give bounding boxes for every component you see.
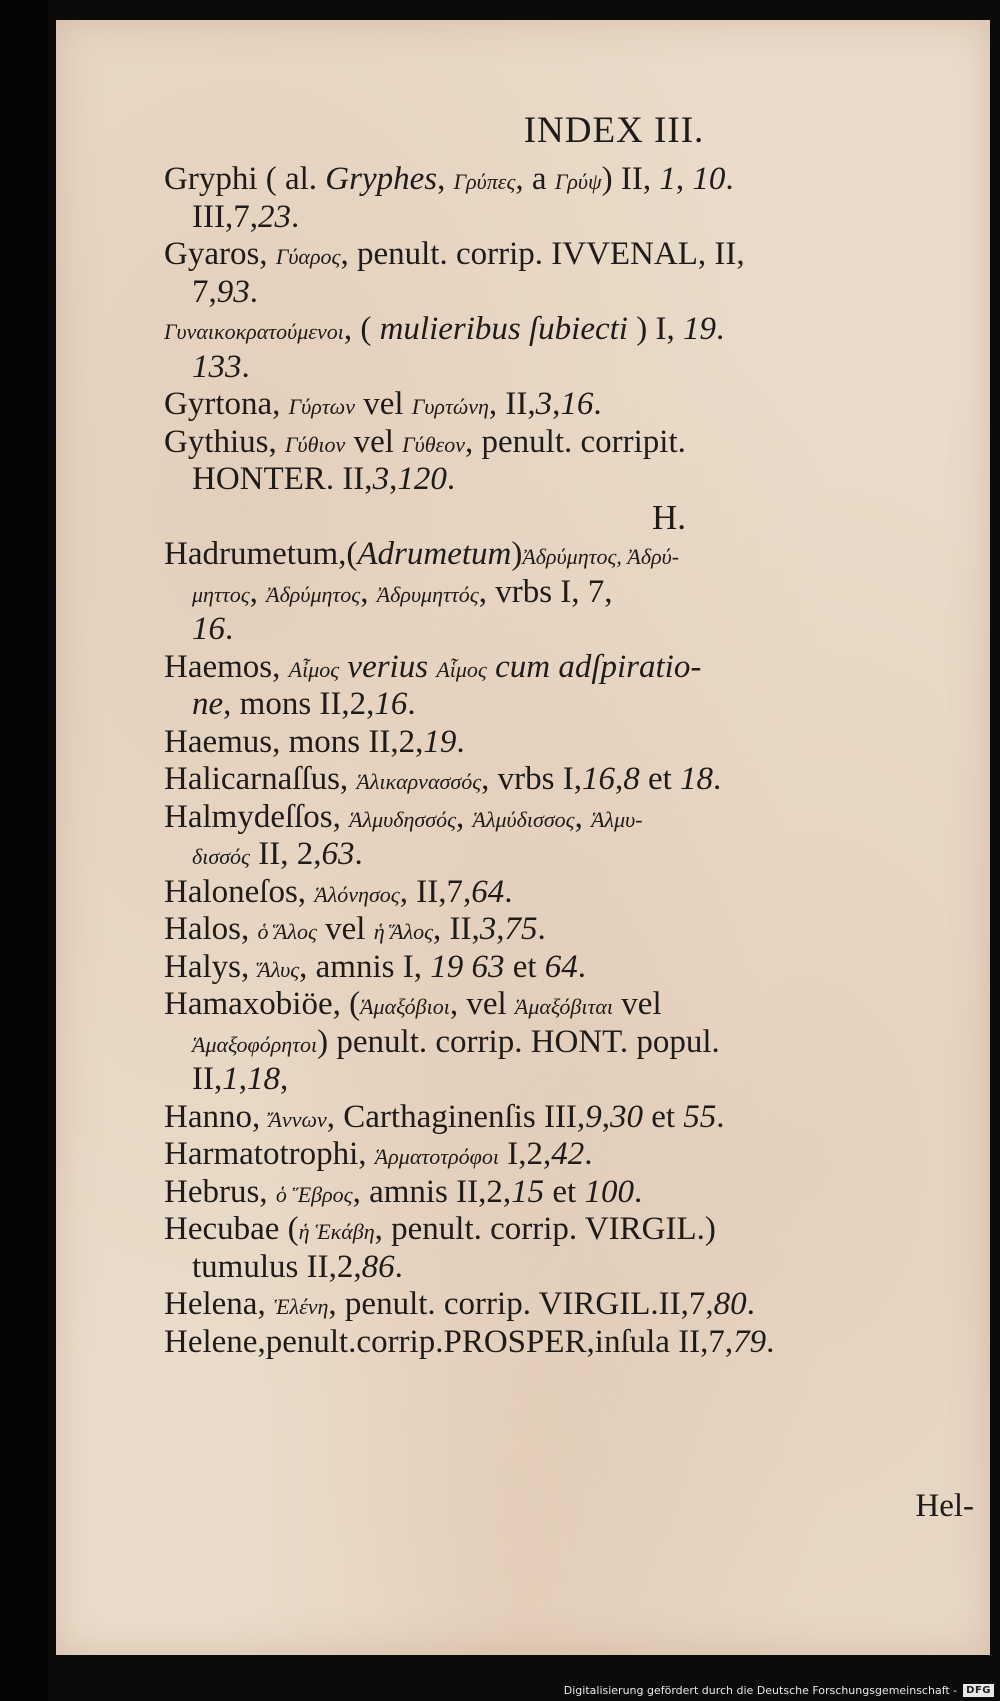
greek-text: Ἁλμυδησσός	[349, 806, 457, 832]
page-header: INDEX III.	[523, 110, 705, 151]
entry-text: Halicarnaſſus,	[164, 761, 357, 797]
entry-text: Gyaros,	[164, 236, 276, 272]
entry-text: , (	[343, 311, 380, 347]
entry-continuation	[164, 1024, 974, 1062]
greek-text: Γυναικοκρατούμενοι	[164, 319, 344, 344]
italic-text: 80	[713, 1286, 747, 1322]
greek-text: Ἀδρυμηττός	[376, 581, 479, 607]
italic-text: 1	[222, 1061, 239, 1097]
entry-text: Hamaxobiöe, (	[164, 986, 361, 1022]
italic-text: 100	[584, 1173, 634, 1210]
entry-text: ,	[437, 161, 454, 197]
entry-text: , vrbs I, 7,	[478, 573, 613, 610]
entry-headline	[164, 986, 974, 1024]
index-entry	[164, 386, 974, 424]
entry-headline	[164, 1136, 974, 1174]
entry-text: , Carthaginenſis III,	[326, 1098, 586, 1135]
index-entry	[164, 724, 974, 762]
greek-text: ἡ Ἅλος	[373, 919, 434, 944]
dfg-logo: DFG	[963, 1684, 994, 1697]
index-entry	[164, 1286, 974, 1324]
italic-text: 30	[609, 1098, 643, 1135]
entry-continuation	[164, 611, 974, 649]
entry-text: ,	[601, 1098, 610, 1135]
entry-continuation	[164, 274, 974, 312]
entry-text: )	[511, 536, 523, 572]
entry-text: , mons II,2,	[223, 686, 375, 722]
entry-text: Gryphi ( al.	[164, 161, 326, 197]
entry-text: , II,7,	[399, 873, 472, 910]
greek-text: ἡ Ἑκάβη	[298, 1219, 375, 1244]
index-entry	[164, 649, 974, 724]
entry-text: .	[225, 611, 234, 647]
italic-text: Gryphes	[325, 161, 438, 197]
entry-text: Hebrus,	[164, 1173, 276, 1210]
greek-text: Ἀδρύμητος, Ἀδρύ-	[522, 544, 680, 569]
entry-text: .	[725, 161, 734, 197]
entry-text: ,	[238, 1061, 247, 1097]
entry-text: ,	[614, 761, 624, 797]
entry-continuation	[164, 349, 974, 387]
entry-text: .	[504, 873, 513, 910]
entry-headline	[164, 1174, 974, 1212]
italic-text: mulieribus ſubiecti	[379, 311, 628, 347]
index-entry	[164, 536, 974, 649]
entry-continuation	[164, 1061, 974, 1099]
greek-text: ὁ Ἅλος	[257, 919, 317, 944]
greek-text: Αἷμος	[436, 656, 487, 682]
entry-headline	[164, 161, 974, 199]
entry-text: ,	[249, 573, 267, 610]
entry-text: ,	[389, 461, 398, 497]
italic-text: 64	[471, 873, 505, 910]
entry-text	[487, 649, 495, 685]
greek-text: Ἁμαξοφόρητοι	[192, 1031, 318, 1057]
entry-headline	[164, 761, 974, 799]
italic-text: 16	[560, 386, 594, 422]
entry-continuation	[164, 574, 974, 612]
entry-headline	[164, 536, 974, 574]
greek-text: Γύθιον	[285, 431, 346, 457]
entry-text: Gyrtona,	[164, 386, 289, 422]
page-text-block	[164, 110, 974, 1524]
index-entry	[164, 1136, 974, 1174]
italic-text: 18	[246, 1061, 280, 1097]
entry-text: ) II,	[601, 161, 660, 197]
entry-text: Gythius,	[164, 423, 286, 460]
entry-text: .	[394, 1248, 403, 1285]
index-entry	[164, 311, 974, 386]
greek-text: Ἀδρύμητος	[266, 581, 361, 607]
entry-text: I,2,	[498, 1136, 552, 1172]
scan-left-border	[0, 0, 48, 1701]
italic-text: 23	[257, 198, 291, 235]
index-entry	[164, 1211, 974, 1286]
entry-text: .	[456, 723, 465, 760]
entry-text: vel	[354, 386, 412, 422]
index-entry	[164, 1099, 974, 1137]
italic-text: 1	[659, 161, 676, 197]
entry-continuation	[164, 1249, 974, 1287]
entry-text: et	[642, 1098, 684, 1135]
index-entries-g	[164, 161, 974, 499]
entry-headline	[164, 799, 974, 837]
italic-text: 64	[544, 948, 578, 985]
entry-headline	[164, 724, 974, 762]
greek-text: Γύαρος	[275, 244, 341, 269]
entry-continuation	[164, 461, 974, 499]
entry-text: Halos,	[164, 911, 258, 947]
entry-text: .	[290, 198, 300, 235]
italic-text: 9	[585, 1098, 602, 1135]
italic-text: 3	[372, 461, 390, 497]
greek-text: Ἁλμύδισσος	[472, 806, 575, 832]
entry-text: ,	[552, 386, 561, 422]
italic-text: 15	[511, 1173, 545, 1210]
italic-text: 19	[430, 948, 464, 985]
entry-continuation	[164, 199, 974, 237]
italic-text: 133	[192, 348, 242, 385]
entry-headline	[164, 236, 974, 274]
italic-text: verius	[347, 648, 429, 685]
entry-headline	[164, 1099, 974, 1137]
digitization-footer	[564, 1684, 994, 1697]
entry-text: vel	[613, 986, 662, 1022]
entry-text: II,	[192, 1061, 223, 1097]
entry-text: .	[577, 948, 587, 985]
italic-text: ne	[192, 686, 224, 722]
entry-text: , penult. corrip. VIRGIL.II,7,	[328, 1286, 714, 1322]
index-entry	[164, 911, 974, 949]
entry-continuation	[164, 836, 974, 874]
book-page	[56, 20, 990, 1655]
index-entry	[164, 986, 974, 1099]
entry-text: ) I,	[627, 311, 683, 347]
index-entry	[164, 1324, 974, 1362]
entry-text: , penult. corrip. VIRGIL.)	[374, 1211, 716, 1247]
entry-headline	[164, 1211, 974, 1249]
entry-text: .	[746, 1286, 755, 1322]
italic-text: 10	[692, 161, 726, 197]
italic-text: 19	[682, 311, 716, 347]
greek-text: Αἶμος	[288, 656, 340, 682]
italic-text: 120	[397, 461, 447, 497]
italic-text: cum adſpiratio-	[495, 648, 702, 685]
entry-text: Hecubae (	[164, 1211, 299, 1247]
entry-headline	[164, 386, 974, 424]
entry-text: ,	[279, 1061, 289, 1097]
entry-text: ) penult. corrip. HONT. popul.	[317, 1023, 720, 1060]
italic-text: 42	[551, 1136, 585, 1172]
index-entry	[164, 761, 974, 799]
entry-text: vel	[345, 423, 403, 460]
entry-text: ,	[360, 573, 377, 610]
entry-text: , amnis II,2,	[352, 1173, 512, 1210]
section-heading: H.	[651, 497, 687, 537]
greek-text: Ἁλικαρνασσός	[356, 769, 482, 794]
entry-text: Haemos,	[164, 648, 289, 685]
entry-headline	[164, 311, 974, 349]
index-entries-h	[164, 536, 974, 1361]
greek-text: Ἁρματοτρόφοι	[374, 1144, 499, 1169]
entry-text: et	[639, 761, 681, 797]
entry-text: .	[249, 273, 258, 310]
entry-text: , amnis I,	[299, 948, 431, 985]
entry-text: .	[407, 686, 416, 722]
entry-text: , a	[515, 161, 555, 197]
greek-text: Ἁλμυ-	[591, 806, 643, 832]
greek-text: Γρύψ	[554, 169, 602, 194]
italic-text: 8	[623, 761, 640, 797]
italic-text: 93	[216, 273, 250, 310]
index-entry	[164, 236, 974, 311]
entry-text: et	[544, 1173, 585, 1210]
entry-text: Haemus, mons II,2,	[164, 723, 424, 760]
entry-headline	[164, 649, 974, 687]
italic-text: 16	[374, 686, 408, 722]
entry-text: Helena,	[164, 1286, 274, 1322]
entry-text: .	[593, 386, 602, 422]
entry-text: .	[354, 836, 363, 872]
catchword: Hel-	[915, 1488, 974, 1524]
greek-text: Γύθεον	[402, 431, 465, 457]
italic-text: 75	[504, 911, 538, 947]
entry-headline	[164, 1324, 974, 1362]
entry-text: II, 2,	[249, 836, 322, 872]
greek-text: Ἁλόνησος	[314, 881, 400, 907]
greek-text: Ἄννων	[268, 1106, 327, 1132]
entry-text: .	[713, 761, 722, 797]
entry-text: .	[446, 461, 456, 497]
greek-text: Ἑλένη	[273, 1294, 329, 1319]
greek-text: Ἁμαξόβιται	[514, 994, 614, 1019]
entry-text: ,	[574, 798, 592, 835]
entry-text: 7,	[192, 273, 217, 310]
italic-text: 79	[733, 1323, 767, 1360]
entry-text: Hanno,	[164, 1098, 269, 1135]
italic-text: 63	[321, 836, 355, 872]
entry-text: .	[715, 311, 725, 347]
index-entry	[164, 1174, 974, 1212]
entry-headline	[164, 911, 974, 949]
entry-text: Harmatotrophi,	[164, 1136, 375, 1172]
entry-text: HONTER. II,	[192, 461, 373, 497]
italic-text: 16	[581, 761, 615, 797]
entry-text: Halys,	[164, 948, 258, 985]
italic-text: 18	[680, 761, 714, 797]
entry-text: et	[504, 948, 545, 985]
entry-text: ,	[496, 911, 505, 947]
entry-text: Halmydeſſos,	[164, 798, 350, 835]
entry-text: ,	[456, 798, 473, 835]
index-entry	[164, 424, 974, 499]
entry-text: .	[633, 1173, 643, 1210]
entry-text: vel	[316, 911, 374, 947]
entry-text: , II,	[433, 911, 480, 947]
entry-text: tumulus II,2,	[192, 1248, 362, 1285]
entry-text: , vel	[449, 986, 515, 1022]
entry-text: III,7,	[192, 198, 258, 235]
entry-text: , II,	[488, 386, 536, 422]
footer-text: Digitalisierung gefördert durch die Deutsche Forschungsgemeinschaft -	[563, 1684, 958, 1697]
entry-text: , penult. corrip. IVVENAL, II,	[340, 236, 745, 272]
italic-text: 3	[479, 911, 497, 947]
entry-text: .	[716, 1098, 725, 1135]
entry-headline	[164, 949, 974, 987]
italic-text: Adrumetum	[357, 536, 512, 572]
italic-text: 86	[361, 1248, 395, 1285]
entry-text: , vrbs I,	[481, 761, 582, 797]
greek-text: ὁ Ἕβρος	[275, 1181, 353, 1207]
italic-text: 16	[192, 611, 225, 647]
italic-text: 55	[683, 1098, 717, 1135]
index-entry	[164, 161, 974, 236]
entry-text: .	[766, 1323, 775, 1360]
entry-headline	[164, 874, 974, 912]
entry-text: ,	[675, 161, 693, 197]
greek-text: μηττος	[192, 581, 250, 607]
greek-text: Γρύπες	[453, 169, 516, 194]
index-entry	[164, 874, 974, 912]
entry-text: .	[584, 1136, 593, 1172]
entry-headline	[164, 1286, 974, 1324]
italic-text: 3	[535, 386, 553, 422]
index-entry	[164, 799, 974, 874]
greek-text: Ἅλυς	[257, 956, 300, 982]
greek-text: Ἁμαξόβιοι	[360, 994, 450, 1019]
entry-text: .	[537, 911, 546, 947]
greek-text: δισσός	[192, 844, 250, 869]
index-entry	[164, 949, 974, 987]
greek-text: Γύρτων	[288, 394, 355, 419]
entry-continuation	[164, 686, 974, 724]
entry-text: , penult. corripit.	[465, 423, 686, 460]
italic-text: 19	[423, 723, 457, 760]
entry-text: .	[241, 348, 250, 385]
greek-text: Γυρτώνη	[411, 394, 489, 419]
entry-text: Helene,penult.corrip.PROSPER,inſula II,7,	[164, 1323, 734, 1360]
entry-text: Haloneſos,	[164, 873, 315, 910]
entry-text: Hadrumetum,(	[164, 536, 358, 572]
entry-headline	[164, 424, 974, 462]
italic-text: 63	[471, 948, 505, 985]
